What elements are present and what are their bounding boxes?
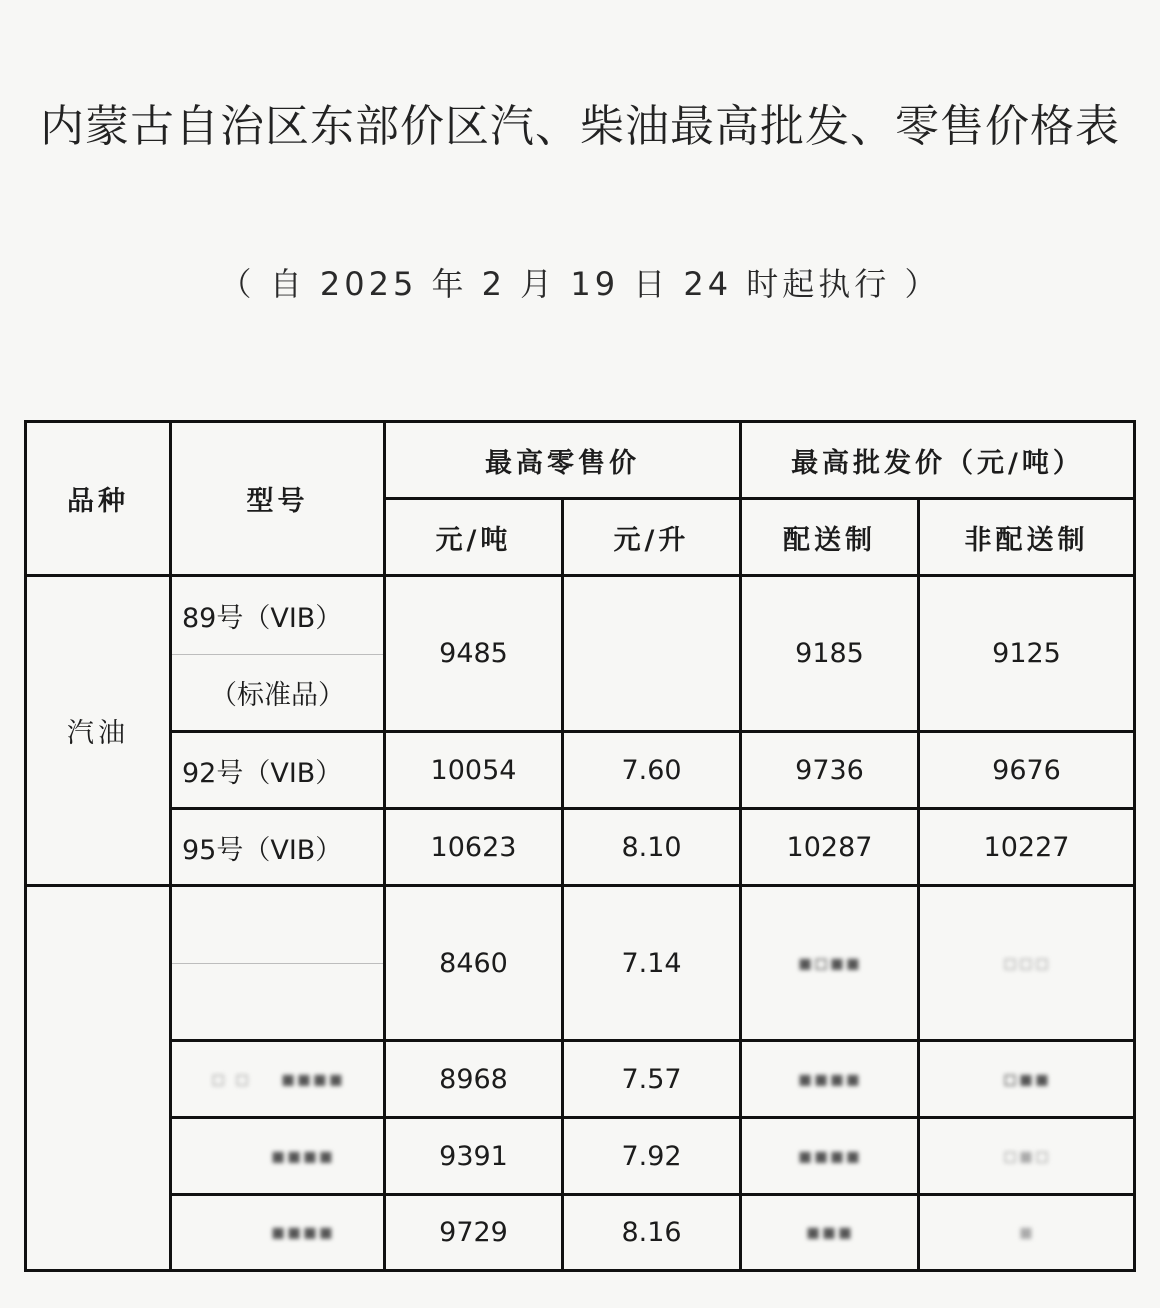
- retail-ton-95: 10623: [430, 831, 517, 863]
- diesel-retail-ton-2: 8968: [439, 1063, 508, 1095]
- category-gasoline: 汽油: [67, 718, 129, 749]
- header-variety: 品种: [67, 486, 129, 517]
- header-wholesale: 最高批发价（元/吨）: [791, 447, 1084, 479]
- diesel-non-delivery-4: [920, 1196, 1133, 1269]
- diesel-retail-liter-4: 8.16: [621, 1217, 682, 1248]
- blurred-value: ▪▪▪: [805, 1220, 854, 1245]
- retail-ton-89: 9485: [439, 638, 508, 669]
- non-delivery-92: 9676: [992, 754, 1061, 786]
- retail-liter-92: 7.60: [621, 754, 682, 786]
- delivery-95: 10287: [786, 831, 873, 863]
- retail-liter-95: 8.10: [621, 831, 682, 863]
- blurred-value: ▫▫▫: [1002, 950, 1051, 976]
- blurred-value: ▪: [1018, 1220, 1035, 1245]
- blurred-value: ▫▪▫: [1002, 1143, 1051, 1169]
- blurred-value: ▪▪▪▪: [270, 1220, 335, 1245]
- delivery-89: 9185: [795, 638, 864, 669]
- header-delivery: 配送制: [783, 524, 876, 556]
- diesel-delivery-4: [742, 1196, 917, 1269]
- diesel-non-delivery-3: [920, 1119, 1133, 1193]
- header-retail: 最高零售价: [485, 447, 640, 479]
- diesel-model-4: [172, 1196, 383, 1269]
- blurred-value: ▫▪▪: [1002, 1066, 1051, 1092]
- diesel-model-3: [172, 1119, 383, 1193]
- diesel-retail-liter-2: 7.57: [621, 1063, 682, 1095]
- diesel-retail-liter-1: 7.14: [621, 947, 682, 979]
- model-89-standard: （标准品）: [210, 680, 345, 711]
- blurred-value: ▪▪▪▪: [797, 1143, 862, 1169]
- header-non-delivery: 非配送制: [964, 524, 1089, 556]
- model-92: 92号（VIB）: [182, 757, 343, 789]
- document-title: 内蒙古自治区东部价区汽、柴油最高批发、零售价格表: [40, 101, 1120, 152]
- model-89: 89号（VIB）: [182, 603, 343, 634]
- effective-date: （ 自 2025 年 2 月 19 日 24 时起执行 ）: [219, 265, 941, 303]
- diesel-retail-ton-3: 9391: [439, 1140, 508, 1172]
- non-delivery-95: 10227: [983, 831, 1070, 863]
- header-yuan-per-ton: 元/吨: [435, 524, 512, 556]
- blurred-value: ▪▪▪▪: [797, 1066, 862, 1092]
- blurred-value: ▪▪▪▪: [280, 1066, 345, 1092]
- diesel-delivery-3: [742, 1119, 917, 1193]
- retail-ton-92: 10054: [430, 754, 517, 786]
- category-diesel: [27, 887, 169, 1269]
- header-model: 型号: [246, 486, 309, 517]
- diesel-model-1: [172, 887, 383, 1039]
- diesel-non-delivery-1: [920, 887, 1133, 1039]
- diesel-delivery-2: [742, 1042, 917, 1116]
- blurred-value: ▫ ▫: [210, 1066, 251, 1092]
- model-95: 95号（VIB）: [182, 834, 343, 866]
- header-yuan-per-liter: 元/升: [613, 524, 690, 556]
- diesel-retail-liter-3: 7.92: [621, 1140, 682, 1172]
- diesel-retail-ton-1: 8460: [439, 947, 508, 979]
- diesel-non-delivery-2: [920, 1042, 1133, 1116]
- price-table: [24, 420, 1136, 1272]
- delivery-92: 9736: [795, 754, 864, 786]
- diesel-retail-ton-4: 9729: [439, 1217, 508, 1248]
- blurred-value: ▪▪▪▪: [270, 1143, 335, 1169]
- blurred-value: ▪▫▪▪: [797, 950, 862, 976]
- diesel-delivery-1: [742, 887, 917, 1039]
- non-delivery-89: 9125: [992, 638, 1061, 669]
- diesel-model-2: [172, 1042, 383, 1116]
- retail-liter-89: [564, 577, 739, 730]
